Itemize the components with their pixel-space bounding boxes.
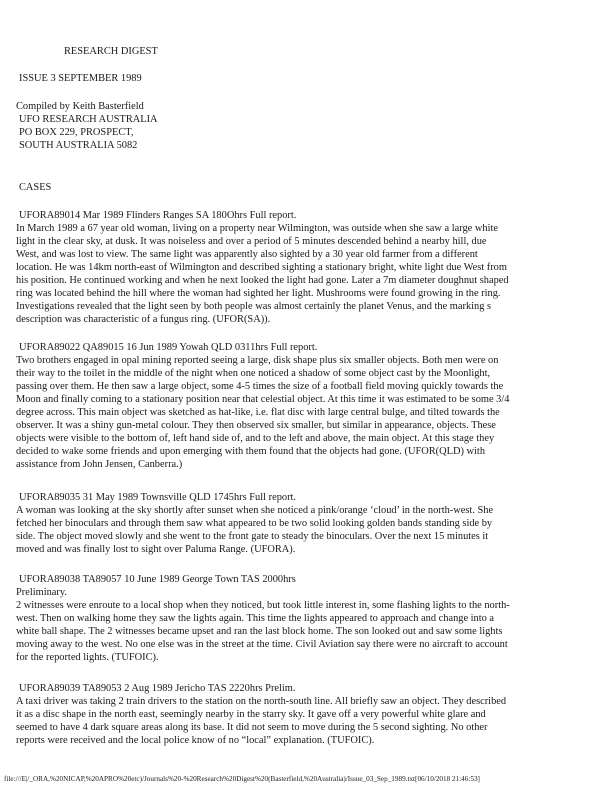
- digest-title: RESEARCH DIGEST: [64, 46, 158, 57]
- case-body-line: it as a disc shape in the north east, seemingly nearby in the starry sky. It gave off a very powerful white glare and: [16, 709, 486, 720]
- case-body-line: description was characteristic of a fungus ring. (UFOR(SA)).: [16, 314, 271, 325]
- case-body-line: passing over them. He then saw a large object, some 4-5 times the size of a football field moving quickly towards the: [16, 381, 504, 392]
- org-line: PO BOX 229, PROSPECT,: [19, 127, 134, 138]
- case-body-line: Moon and finally coming to a stationary position near that celestial object. At this time it was estimated to be some 3/4: [16, 394, 510, 405]
- case-body-line: their way to the toilet in the middle of the night when one noticed a shadow of some object cast by the Moonlight,: [16, 368, 491, 379]
- case-body-line: location. He was 14km north-east of Wilmington and described sighting a stationary bright, white light due West from: [16, 262, 507, 273]
- case-body-line: moved and was finally lost to sight over Paluma Range. (UFORA).: [16, 544, 296, 555]
- compiled-by: Compiled by Keith Basterfield: [16, 101, 144, 112]
- case-heading: UFORA89022 QA89015 16 Jun 1989 Yowah QLD 0311hrs Full report.: [19, 342, 318, 353]
- case-body-line: west. Then on walking home they saw the lights again. This time the lights appeared to approach and change into a: [16, 613, 495, 624]
- case-body-line: degree across. This main object was sketched as hat-like, i.e. flat disc with large central bulge, and tilted towards the: [16, 407, 500, 418]
- case-body-line: his position. He continued working and when he next looked the light had gone. Later a 7m diameter doughnut shaped: [16, 275, 509, 286]
- case-body-line: Investigations revealed that the light seen by both people was almost certainly the planet Venus, and the marking s: [16, 301, 492, 312]
- org-line: UFO RESEARCH AUSTRALIA: [19, 114, 158, 125]
- case-body: [16, 586, 601, 664]
- case-body-line: moving away to the west. No one else was in the street at the time. Civil Aviation say there were no aircraft to account: [16, 639, 508, 650]
- case-body-line: seemed to have 4 dark square areas along its base. It did not seem to move during the 5 second sighting. No other: [16, 722, 488, 733]
- case-body-line: Two brothers engaged in opal mining reported seeing a large, disk shape plus six smaller objects. Both men were on: [16, 355, 499, 366]
- case-body-line: A taxi driver was taking 2 train drivers to the station on the north-south line. All briefly saw an object. They described: [16, 696, 507, 707]
- case-body-line: A woman was looking at the sky shortly after sunset when she noticed a pink/orange ‘cloud’ in the north-west. She: [16, 505, 494, 516]
- case-body-line: side. The object moved slowly and she went to the front gate to steady the binoculars. Over the next 15 minutes it: [16, 531, 489, 542]
- case-body-line: 2 witnesses were enroute to a local shop when they noticed, but took little interest in, some flashing lights to the north-: [16, 600, 510, 611]
- case-heading: UFORA89039 TA89053 2 Aug 1989 Jericho TAS 2220hrs Prelim.: [19, 683, 296, 694]
- case-heading: UFORA89035 31 May 1989 Townsville QLD 1745hrs Full report.: [19, 492, 297, 503]
- case-body-line: ring was located behind the hill where the woman had sighted her light. Mushrooms were found growing in the ring.: [16, 288, 501, 299]
- case-body-line: objects were visible to the bottom of, left hand side of, and to the left and above, the main object. At this stage they: [16, 433, 495, 444]
- case-body-line: West, and was lost to view. The same light was apparently also sighted by a 30 year old farmer from a different: [16, 249, 478, 260]
- case-body-line: Preliminary.: [16, 587, 67, 598]
- case-body-line: assistance from John Jensen, Canberra.): [16, 459, 183, 470]
- section-heading: CASES: [19, 182, 52, 193]
- issue-line: ISSUE 3 SEPTEMBER 1989: [19, 73, 142, 84]
- case-body: [16, 504, 601, 556]
- case-body-line: fetched her binoculars and through them saw what appeared to be two solid looking golden bands standing side by: [16, 518, 493, 529]
- case-body-line: light in the clear sky, at dusk. It was noiseless and over a period of 5 minutes descended behind a nearby hill, due: [16, 236, 487, 247]
- file-path-footer: file:///E|/_ORA,%20NICAP,%20APRO%20etc)/Journals%20-%20Research%20Digest%20(Basterfield,%20Australia)/Issue_03_Sep_1989.txt[06/10/2018 21:46:53]: [4, 775, 480, 783]
- case-body-line: for the reported lights. (TUFOIC).: [16, 652, 159, 663]
- case-body: [16, 354, 601, 471]
- case-body: [16, 222, 601, 326]
- case-body-line: In March 1989 a 67 year old woman, living on a property near Wilmington, was outside when she saw a large white: [16, 223, 498, 234]
- case-body-line: observer. It was a shiny gun-metal colour. They then observed six smaller, but similar in appearance, objects. These: [16, 420, 496, 431]
- case-body: [16, 695, 601, 747]
- org-line: SOUTH AUSTRALIA 5082: [19, 140, 138, 151]
- case-body-line: decided to wake some friends and upon emerging with them found that the objects had gone. (UFOR(QLD) with: [16, 446, 486, 457]
- case-heading: UFORA89038 TA89057 10 June 1989 George Town TAS 2000hrs: [19, 574, 296, 585]
- case-body-line: white ball shape. The 2 witnesses became upset and ran the last block home. The son looked out and saw some lights: [16, 626, 503, 637]
- case-body-line: reports were received and the local police know of no “local” explanation. (TUFOIC).: [16, 735, 375, 746]
- case-heading: UFORA89014 Mar 1989 Flinders Ranges SA 180Ohrs Full report.: [19, 210, 297, 221]
